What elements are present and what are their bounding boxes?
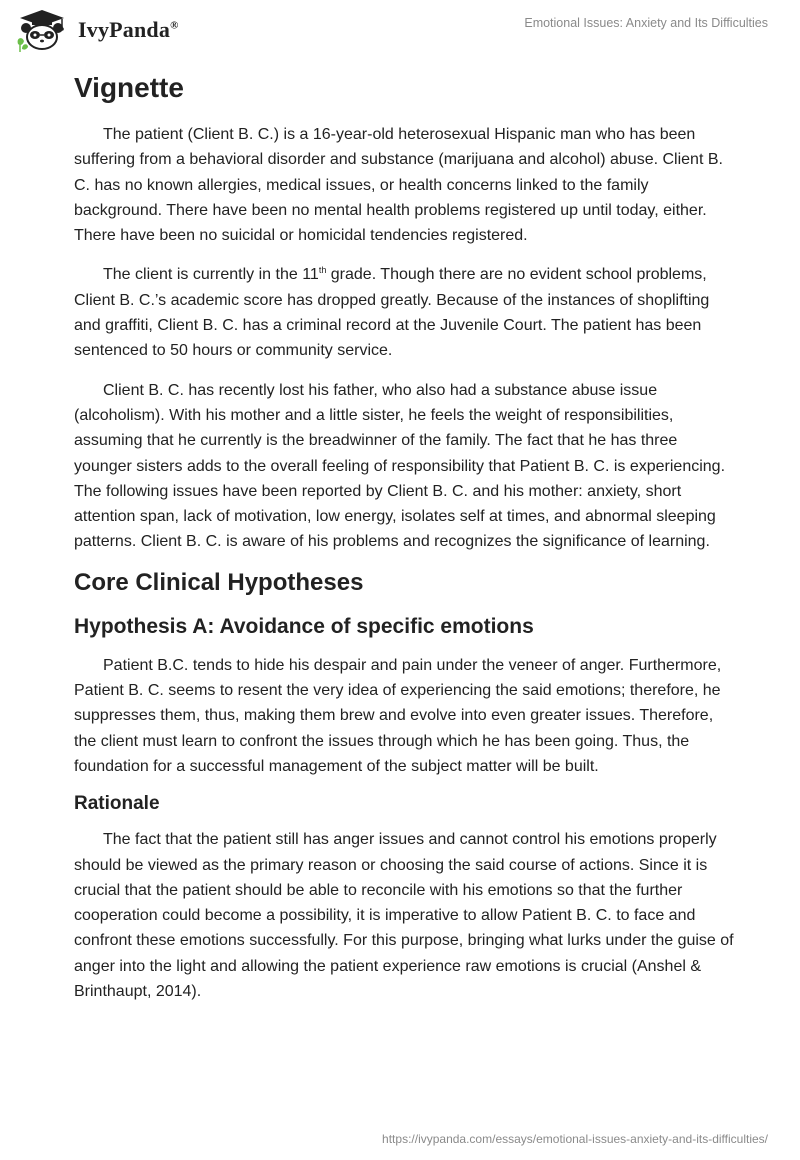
vignette-paragraph-1: The patient (Client B. C.) is a 16-year-old heterosexual Hispanic man who has been suffering from a behavioral disorder and substance (marijuana and alcohol) abuse. Client B. C. has no known allergies, medical issues, or health concerns linked to the family background. There have been no mental health problems registered up until today, either. There have been no suicidal or homicidal tendencies registered.: [74, 126, 723, 245]
vignette-heading: Vignette: [74, 72, 184, 103]
brand-name: IvyPanda®: [78, 17, 179, 42]
rationale-paragraph: The fact that the patient still has anger issues and cannot control his emotions properly should be viewed as the primary reason or choosing the said course of actions. Since it is crucial that the patient should be able to reconcile with his emotions so that the further cooperation could become a possibility, it is imperative to allow Patient B. C. to face and confront these emotions successfully. For this purpose, bringing what lurks under the guise of anger into the light and allowing the patient experience raw emotions is crucial (Anshel & Brinthaupt, 2014).: [74, 831, 734, 1001]
panda-graduate-icon: [14, 8, 70, 52]
page-header: [0, 0, 800, 70]
hypothesis-a-paragraph: Patient B.C. tends to hide his despair and pain under the veneer of anger. Furthermore, Patient B. C. seems to resent the very idea of experiencing the said emotions; therefore, he suppresses them, thus, making them brew and evolve into even greater issues. Therefore, the client must learn to confront the issues through which he has been going. Thus, the foundation for a successful management of the subject matter will be built.: [74, 656, 722, 775]
source-url-link[interactable]: https://ivypanda.com/essays/emotional-issues-anxiety-and-its-difficulties/: [382, 1132, 768, 1146]
vignette-paragraph-2: The client is currently in the 11th grade. Though there are no evident school problems, Client B. C.’s academic score has dropped greatly. Because of the instances of shoplifting and graffiti, Client B. C. has a criminal record at the Juvenile Court. The patient has been sentenced to 50 hours or community service.: [74, 265, 710, 360]
hypothesis-a-heading: Hypothesis A: Avoidance of specific emotions: [74, 614, 534, 638]
ivypanda-logo[interactable]: [14, 8, 179, 52]
essay-content: [74, 72, 734, 1018]
core-hypotheses-heading: Core Clinical Hypotheses: [74, 568, 364, 596]
running-title: Emotional Issues: Anxiety and Its Difficulties: [524, 16, 768, 30]
rationale-heading: Rationale: [74, 793, 160, 815]
vignette-paragraph-3: Client B. C. has recently lost his father, who also had a substance abuse issue (alcoholism). With his mother and a little sister, he feels the weight of responsibilities, assuming that he currently is the breadwinner of the family. The fact that he has three younger sisters adds to the overall feeling of responsibility that Patient B. C. is experiencing. The following issues have been reported by Client B. C. and his mother: anxiety, short attention span, lack of motivation, low energy, isolates self at times, and abnormal sleeping patterns. Client B. C. is aware of his problems and recognizes the significance of learning.: [74, 381, 726, 551]
